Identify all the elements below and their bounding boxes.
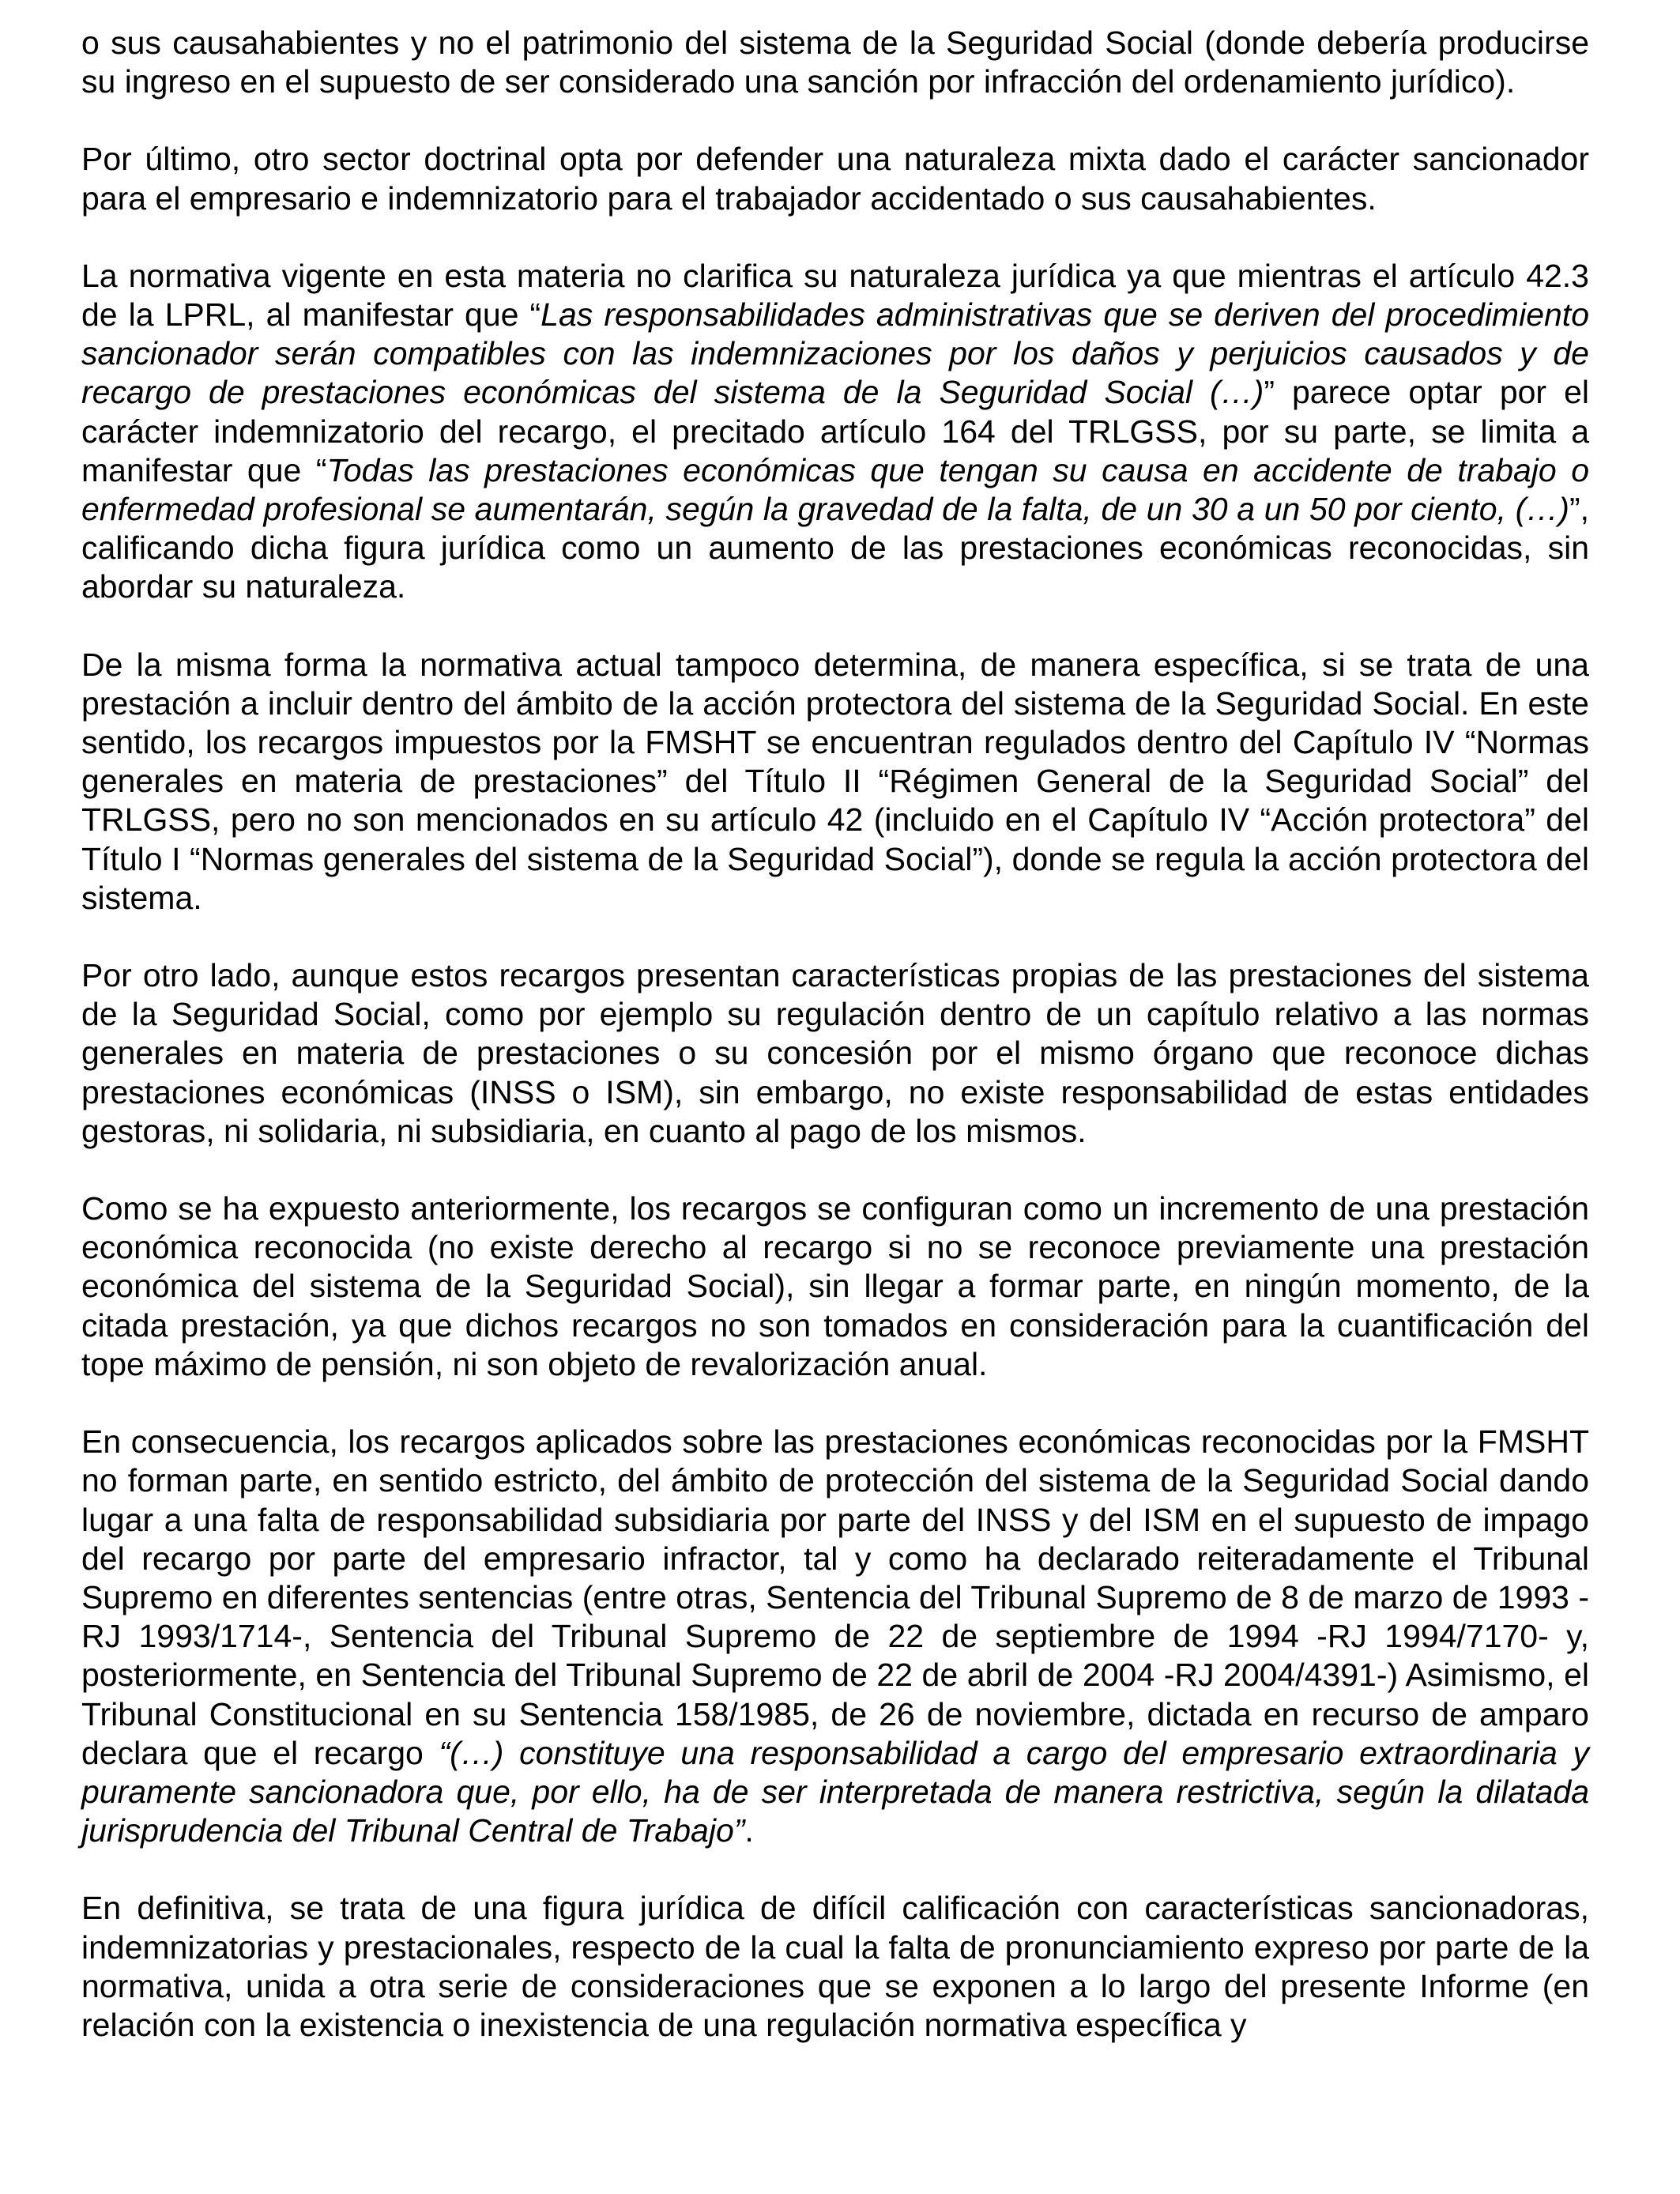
paragraph-7-text-a: En consecuencia, los recargos aplicados sobre las prestaciones económicas reconocidas por la FMSHT no forman parte, en sentido estricto, del ámbito de protección del sistema de la Seguridad Social dando lugar a una falta de responsabilidad subsidiaria por parte del INSS y del ISM en el supuesto de impago del recargo por parte del empresario infractor, tal y como ha declarado reiteradamente el Tribunal Supremo en diferentes sentencias (entre otras, Sentencia del Tribunal Supremo de 8 de marzo de 1993 -RJ 1993/1714-, Sentencia del Tribunal Supremo de 22 de septiembre de 1994 -RJ 1994/7170- y, posteriormente, en Sentencia del Tribunal Supremo de 22 de abril de 2004 -RJ 2004/4391-) Asimismo, el Tribunal Constitucional en su Sentencia 158/1985, de 26 de noviembre, dictada en recurso de amparo declara que el recargo: [81, 1423, 1589, 1771]
paragraph-3-text-b: ” parece optar por el carácter indemnizatorio del recargo, el precitado artículo 164 del TRLGSS, por su parte, se limita a manifestar que “: [81, 374, 1589, 488]
paragraph-7-text-b: .: [744, 1812, 754, 1849]
paragraph-5: [81, 956, 1589, 1151]
paragraph-6-text: Como se ha expuesto anteriormente, los recargos se configuran como un incremento de una prestación económica reconocida (no existe derecho al recargo si no se reconoce previamente una prestación económica del sistema de la Seguridad Social), sin llegar a formar parte, en ningún momento, de la citada prestación, ya que dichos recargos no son tomados en consideración para la cuantificación del tope máximo de pensión, ni son objeto de revalorización anual.: [81, 1190, 1589, 1382]
paragraph-3-text-c: ”, calificando dicha figura jurídica como un aumento de las prestaciones económicas reconocidas, sin abordar su naturaleza.: [81, 491, 1589, 605]
paragraph-1-text: o sus causahabientes y no el patrimonio del sistema de la Seguridad Social (donde debería producirse su ingreso en el supuesto de ser considerado una sanción por infracción del ordenamiento jurídico).: [81, 25, 1589, 100]
paragraph-5-text: Por otro lado, aunque estos recargos presentan características propias de las prestaciones del sistema de la Seguridad Social, como por ejemplo su regulación dentro de un capítulo relativo a las normas generales en materia de prestaciones o su concesión por el mismo órgano que reconoce dichas prestaciones económicas (INSS o ISM), sin embargo, no existe responsabilidad de estas entidades gestoras, ni solidaria, ni subsidiaria, en cuanto al pago de los mismos.: [81, 957, 1589, 1149]
paragraph-7-quote-tc: “(…) constituye una responsabilidad a cargo del empresario extraordinaria y puramente sancionadora que, por ello, ha de ser interpretada de manera restrictiva, según la dilatada jurisprudencia del Tribunal Central de Trabajo”: [81, 1734, 1589, 1849]
paragraph-3-text-a: La normativa vigente en esta materia no clarifica su naturaleza jurídica ya que mientras el artículo 42.3 de la LPRL, al manifestar que “: [81, 257, 1589, 334]
paragraph-3: [81, 257, 1589, 607]
paragraph-8-text: En definitiva, se trata de una figura jurídica de difícil calificación con características sancionadoras, indemnizatorias y prestacionales, respecto de la cual la falta de pronunciamiento expreso por parte de la normativa, unida a otra serie de consideraciones que se exponen a lo largo del presente Informe (en relación con la existencia o inexistencia de una regulación normativa específica y: [81, 1890, 1589, 2043]
paragraph-2-text: Por último, otro sector doctrinal opta por defender una naturaleza mixta dado el carácter sancionador para el empresario e indemnizatorio para el trabajador accidentado o sus causahabientes.: [81, 141, 1589, 217]
paragraph-1: [81, 24, 1589, 101]
paragraph-3-quote-lprl: Las responsabilidades administrativas que se deriven del procedimiento sancionador serán compatibles con las indemnizaciones por los daños y perjuicios causados y de recargo de prestaciones económicas del sistema de la Seguridad Social (…): [81, 296, 1589, 411]
paragraph-7: [81, 1423, 1589, 1850]
paragraph-2: [81, 140, 1589, 217]
paragraph-8: [81, 1889, 1589, 2045]
document-page: [81, 24, 1589, 2045]
paragraph-3-quote-trlgss: Todas las prestaciones económicas que tengan su causa en accidente de trabajo o enfermedad profesional se aumentarán, según la gravedad de la falta, de un 30 a un 50 por ciento, (…): [81, 451, 1590, 528]
paragraph-6: [81, 1189, 1589, 1384]
paragraph-4: [81, 646, 1589, 918]
paragraph-4-text: De la misma forma la normativa actual tampoco determina, de manera específica, si se trata de una prestación a incluir dentro del ámbito de la acción protectora del sistema de la Seguridad Social. En este sentido, los recargos impuestos por la FMSHT se encuentran regulados dentro del Capítulo IV “Normas generales en materia de prestaciones” del Título II “Régimen General de la Seguridad Social” del TRLGSS, pero no son mencionados en su artículo 42 (incluido en el Capítulo IV “Acción protectora” del Título I “Normas generales del sistema de la Seguridad Social”), donde se regula la acción protectora del sistema.: [81, 646, 1589, 916]
